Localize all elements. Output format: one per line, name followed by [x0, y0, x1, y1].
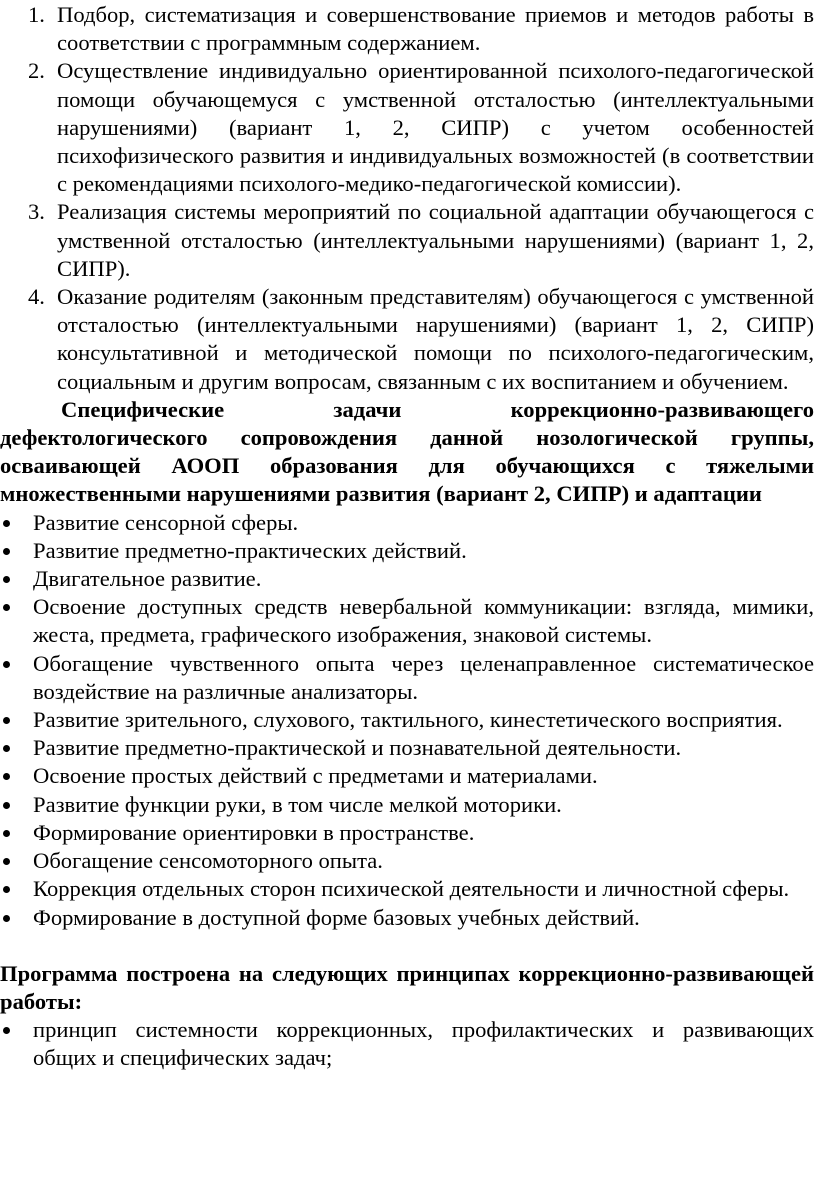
list-item-text: Развитие сенсорной сферы. [33, 509, 299, 535]
bullet-icon [3, 886, 10, 893]
list-item-text: Обогащение сенсомоторного опыта. [33, 848, 383, 874]
list-item [0, 706, 816, 734]
bullet-icon [3, 548, 10, 555]
list-item [0, 537, 816, 565]
list-item-text: Подбор, систематизация и совершенствование приемов и методов работы в соответствии с программным содержанием. [57, 2, 814, 56]
list-item [0, 1, 816, 57]
bullet-icon [3, 604, 10, 611]
list-item [0, 650, 816, 706]
list-item [0, 565, 816, 593]
list-item-text: Освоение доступных средств невербальной коммуникации: взгляда, мимики, жеста, предмета, графического изображения, знаковой системы. [33, 594, 814, 648]
list-item [0, 791, 816, 819]
list-number: 1. [28, 2, 45, 27]
tasks-heading: Специфические задачи коррекционно-развивающего дефектологического сопровождения данной нозологической группы, осваивающей АООП образования для обучающихся с тяжелыми множественными нарушениями развития (вариант 2, СИПР) и адаптации [0, 396, 814, 507]
list-item-text: Реализация системы мероприятий по социальной адаптации обучающегося с умственной отсталостью (интеллектуальными нарушениями) (вариант 1, 2, СИПР). [57, 199, 814, 281]
principles-list [0, 1016, 816, 1072]
list-item [0, 734, 816, 762]
list-item-text: Освоение простых действий с предметами и материалами. [33, 763, 598, 789]
list-item-text: Двигательное развитие. [33, 566, 262, 592]
bullet-icon [3, 1027, 10, 1034]
list-item [0, 875, 816, 903]
list-item-text: Формирование ориентировки в пространстве. [33, 819, 475, 845]
list-number: 2. [28, 58, 45, 84]
list-item-text: принцип системности коррекционных, профилактических и развивающих общих и специфических задач; [33, 1017, 814, 1071]
bullet-icon [3, 858, 10, 865]
tasks-list [0, 509, 816, 932]
list-item-text: Оказание родителям (законным представителям) обучающегося с умственной отсталостью (интеллектуальными нарушениями) (вариант 1, 2, СИПР) консультативной и методической помощи по психолого-педагогическим, социальным и другим вопросам, связанным с их воспитанием и обучением. [57, 284, 814, 394]
list-item-text: Развитие предметно-практической и познавательной деятельности. [33, 735, 682, 761]
bullet-icon [3, 661, 10, 668]
list-item [0, 1016, 816, 1072]
list-number: 4. [28, 284, 45, 310]
list-item-text: Обогащение чувственного опыта через целенаправленное систематическое воздействие на различные анализаторы. [33, 650, 814, 704]
list-item [0, 509, 816, 537]
list-item-text: Осуществление индивидуально ориентированной психолого-педагогической помощи обучающемуся с умственной отсталостью (интеллектуальными нарушениями) (вариант 1, 2, СИПР) с учетом особенностей психофизического развития и индивидуальных возможностей (в соответствии с рекомендациями психолого-медико-педагогической комиссии). [57, 58, 814, 197]
list-item-text: Коррекция отдельных сторон психической деятельности и личностной сферы. [33, 876, 790, 902]
list-item [0, 762, 816, 790]
bullet-icon [3, 576, 10, 583]
list-number: 3. [28, 199, 45, 225]
bullet-icon [3, 830, 10, 837]
list-item [0, 819, 816, 847]
list-item [0, 904, 816, 932]
list-item [0, 593, 816, 649]
bullet-icon [3, 802, 10, 809]
numbered-list [0, 1, 816, 396]
list-item [0, 847, 816, 875]
list-item-text: Развитие функции руки, в том числе мелкой моторики. [33, 791, 562, 817]
principles-heading: Программа построена на следующих принципах коррекционно-развивающей работы: [0, 960, 814, 1014]
bullet-icon [3, 717, 10, 724]
list-item-text: Развитие предметно-практических действий. [33, 537, 467, 563]
list-item [0, 283, 816, 396]
list-item [0, 57, 816, 198]
list-item [0, 198, 816, 283]
bullet-icon [3, 773, 10, 780]
bullet-icon [3, 745, 10, 752]
bullet-icon [3, 520, 10, 527]
list-item-text: Развитие зрительного, слухового, тактильного, кинестетического восприятия. [33, 707, 783, 733]
bullet-icon [3, 915, 10, 922]
paragraph-spacer [0, 932, 816, 960]
list-item-text: Формирование в доступной форме базовых учебных действий. [33, 904, 640, 930]
